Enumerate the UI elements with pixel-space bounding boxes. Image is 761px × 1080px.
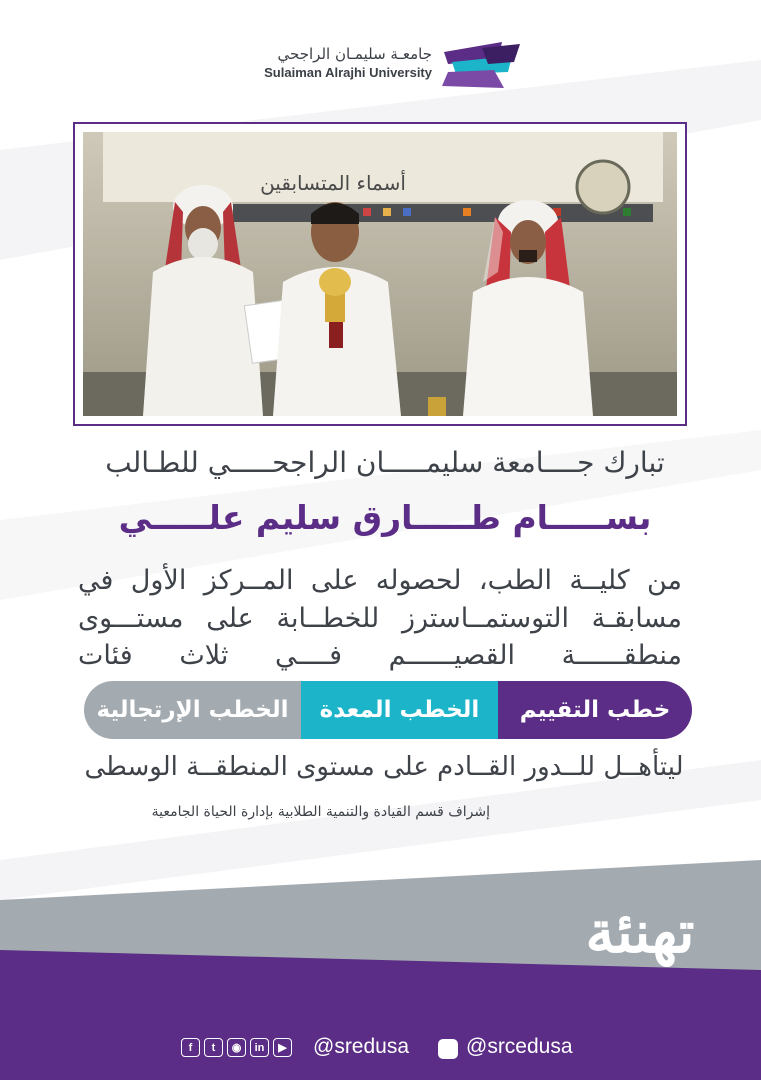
twitter-icon[interactable]: t bbox=[204, 1038, 223, 1057]
logo-english-name: Sulaiman Alrajhi University bbox=[264, 65, 432, 80]
achievement-line-1: من كليــة الطب، لحصوله على المــركز الأول في bbox=[78, 565, 682, 596]
handle-srcedusa[interactable]: @srcedusa bbox=[466, 1035, 573, 1058]
category-evaluation: خطب التقييم bbox=[498, 681, 692, 739]
achievement-line-3: منطقــــــة القصيــــــم فــــي ثلاث فئات bbox=[78, 640, 682, 671]
social-bar bbox=[0, 1035, 761, 1063]
tahnia-text: تهنئة bbox=[585, 898, 695, 966]
award-photo bbox=[83, 132, 677, 416]
logo-arabic-name: جامعـة سليمـان الراجحي bbox=[277, 45, 432, 63]
instagram-icon[interactable]: ◉ bbox=[227, 1038, 246, 1057]
youtube-icon[interactable]: ▶ bbox=[273, 1038, 292, 1057]
snapchat-icon[interactable] bbox=[438, 1039, 458, 1059]
social-icons bbox=[181, 1038, 292, 1057]
university-logo bbox=[238, 40, 520, 92]
category-prepared: الخطب المعدة bbox=[301, 681, 498, 739]
qualify-line: ليتأهــل للــدور القــادم على مستوى المنطقــة الوسطى bbox=[84, 752, 684, 782]
photo-frame bbox=[73, 122, 687, 426]
logo-mark-icon bbox=[442, 42, 520, 88]
supervision-note: إشراف قسم القيادة والتنمية الطلابية بإدارة الحياة الجامعية bbox=[151, 804, 490, 820]
student-name: بســـــام طـــــارق سليم علـــــي bbox=[118, 498, 652, 537]
screen-text: أسماء المتسابقين bbox=[260, 171, 406, 195]
categories-bar bbox=[84, 681, 692, 739]
category-impromptu: الخطب الإرتجالية bbox=[84, 681, 301, 739]
linkedin-icon[interactable]: in bbox=[250, 1038, 269, 1057]
congrats-line: تبارك جــــامعة سليمـــــان الراجحـــــي للطـالب bbox=[105, 446, 665, 479]
handle-sredusa[interactable]: @sredusa bbox=[313, 1035, 410, 1058]
tahnia-calligraphy bbox=[565, 880, 715, 980]
facebook-icon[interactable]: f bbox=[181, 1038, 200, 1057]
achievement-line-2: مسابقـة التوستمــاسترز للخطــابة على مستـــوى bbox=[78, 603, 682, 634]
